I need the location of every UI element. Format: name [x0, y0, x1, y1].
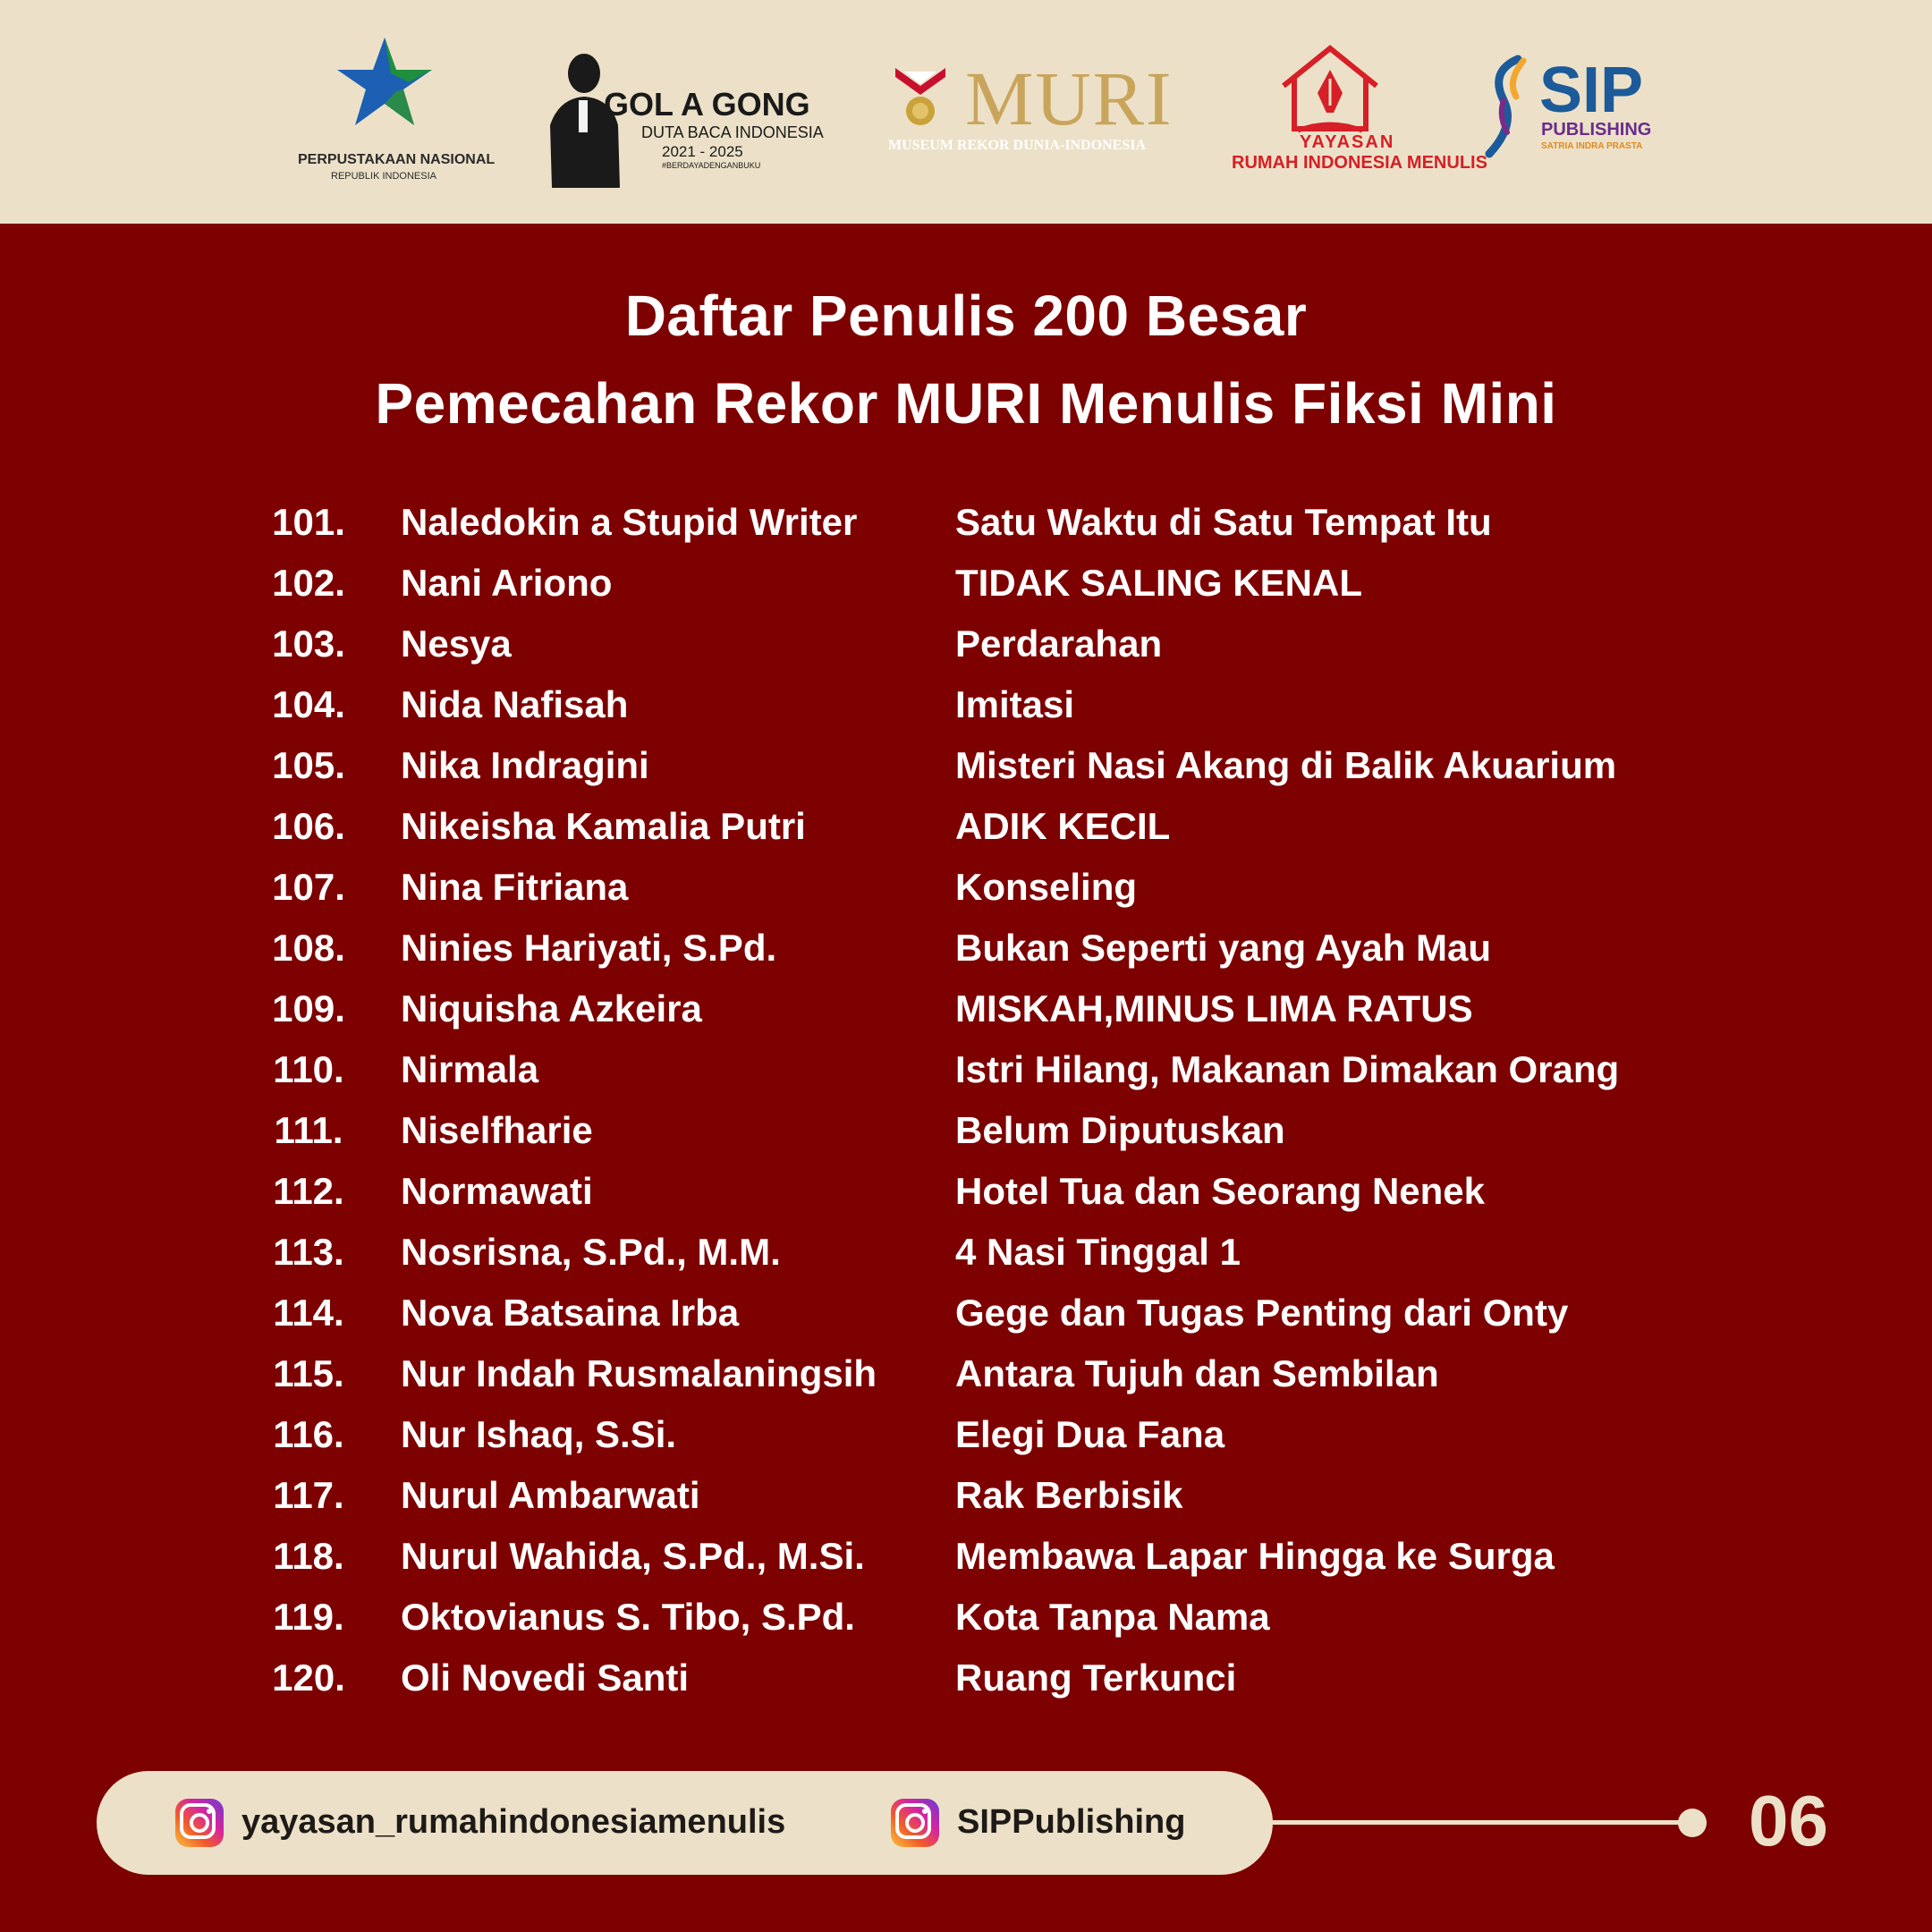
list-item: [0, 1109, 1932, 1170]
writer-name: Naledokin a Stupid Writer: [401, 501, 858, 543]
logo-caption: MUSEUM REKOR DUNIA-INDONESIA: [888, 138, 1147, 153]
logo-caption: DUTA BACA INDONESIA: [641, 123, 824, 141]
writer-name: Nosrisna, S.Pd., M.M.: [401, 1231, 781, 1273]
work-title: Hotel Tua dan Seorang Nenek: [955, 1170, 1485, 1212]
list-item: [0, 927, 1932, 987]
writer-name: Nika Indragini: [401, 744, 649, 786]
logo-caption: REPUBLIK INDONESIA: [331, 171, 436, 182]
list-item: [0, 1413, 1932, 1474]
list-item: [0, 623, 1932, 683]
entry-number: 102.: [272, 562, 345, 604]
gol-a-gong-logo: [541, 27, 824, 197]
list-item: [0, 1048, 1932, 1109]
social-links-bar: [97, 1771, 1273, 1875]
work-title: ADIK KECIL: [955, 805, 1171, 847]
work-title: Belum Diputuskan: [955, 1109, 1285, 1151]
entry-number: 106.: [272, 805, 345, 847]
entry-number: 107.: [272, 866, 345, 908]
work-title: Imitasi: [955, 683, 1075, 725]
writer-name: Nani Ariono: [401, 562, 613, 604]
writer-name: Nikeisha Kamalia Putri: [401, 805, 806, 847]
entry-number: 115.: [273, 1352, 344, 1394]
logo-caption: RUMAH INDONESIA MENULIS: [1232, 153, 1487, 173]
entry-number: 112.: [273, 1170, 344, 1212]
list-item: [0, 501, 1932, 562]
list-item: [0, 744, 1932, 805]
logo-caption: YAYASAN: [1300, 132, 1395, 152]
writer-name: Niselfharie: [401, 1109, 593, 1151]
entry-number: 120.: [272, 1657, 345, 1699]
writer-name: Oli Novedi Santi: [401, 1657, 690, 1699]
entry-number: 111.: [274, 1109, 343, 1151]
entry-number: 105.: [272, 744, 345, 786]
logo-caption: PERPUSTAKAAN NASIONAL: [298, 152, 496, 167]
page-indicator-dot: [1678, 1809, 1707, 1837]
logo-caption: GOL A GONG: [604, 86, 810, 123]
entry-number: 118.: [273, 1535, 344, 1577]
sip-publishing-logo: [1480, 27, 1650, 197]
writer-name: Ninies Hariyati, S.Pd.: [401, 927, 777, 969]
house-pen-icon: [1276, 43, 1384, 141]
writer-name: Nesya: [401, 623, 512, 665]
star-emblem-icon: [291, 27, 479, 143]
page-title-line-2: Pemecahan Rekor MURI Menulis Fiksi Mini: [375, 371, 1557, 436]
page-number: 06: [1749, 1781, 1828, 1860]
entry-number: 109.: [272, 987, 345, 1030]
logo-caption: 2021 - 2025: [662, 143, 743, 160]
page-title-line-1: Daftar Penulis 200 Besar: [624, 284, 1308, 348]
list-item: [0, 1352, 1932, 1413]
perpustakaan-nasional-logo: [291, 27, 496, 197]
entry-number: 110.: [273, 1048, 344, 1090]
work-title: Misteri Nasi Akang di Balik Akuarium: [955, 744, 1617, 786]
list-item: [0, 562, 1932, 623]
work-title: Istri Hilang, Makanan Dimakan Orang: [955, 1048, 1620, 1090]
medal-icon: [892, 64, 949, 136]
entry-number: 101.: [272, 501, 345, 543]
rumah-indonesia-menulis-logo: [1230, 27, 1487, 197]
work-title: Konseling: [955, 866, 1138, 908]
writer-name: Nida Nafisah: [401, 683, 629, 725]
list-item: [0, 1535, 1932, 1596]
work-title: 4 Nasi Tinggal 1: [955, 1231, 1241, 1273]
list-item: [0, 1596, 1932, 1657]
list-item: [0, 683, 1932, 744]
writer-name: Nurul Wahida, S.Pd., M.Si.: [401, 1535, 865, 1577]
entry-number: 104.: [272, 683, 345, 725]
writer-name: Nina Fitriana: [401, 866, 629, 908]
logo-caption: PUBLISHING: [1541, 120, 1652, 140]
work-title: Antara Tujuh dan Sembilan: [955, 1352, 1439, 1394]
work-title: Kota Tanpa Nama: [955, 1596, 1270, 1638]
writer-name: Nova Batsaina Irba: [401, 1292, 740, 1334]
instagram-handle-sip[interactable]: SIPPublishing: [957, 1803, 1186, 1841]
work-title: Satu Waktu di Satu Tempat Itu: [955, 501, 1492, 543]
work-title: Rak Berbisik: [955, 1474, 1183, 1516]
list-item: [0, 987, 1932, 1048]
list-item: [0, 1170, 1932, 1231]
work-title: Bukan Seperti yang Ayah Mau: [955, 927, 1492, 969]
writer-name: Normawati: [401, 1170, 593, 1212]
logo-caption: MURI: [965, 55, 1174, 141]
list-item: [0, 805, 1932, 866]
entry-number: 114.: [273, 1292, 344, 1334]
work-title: Ruang Terkunci: [955, 1657, 1237, 1699]
entry-number: 117.: [273, 1474, 344, 1516]
writer-name: Nur Indah Rusmalaningsih: [401, 1352, 877, 1394]
entry-number: 103.: [272, 623, 345, 665]
logo-caption: SATRIA INDRA PRASTA: [1541, 141, 1643, 151]
writer-name: Nurul Ambarwati: [401, 1474, 700, 1516]
instagram-icon[interactable]: [891, 1799, 939, 1847]
writer-name: Nur Ishaq, S.Si.: [401, 1413, 677, 1455]
writer-name: Nirmala: [401, 1048, 539, 1090]
work-title: Gege dan Tugas Penting dari Onty: [955, 1292, 1569, 1334]
instagram-handle-rim[interactable]: yayasan_rumahindonesiamenulis: [242, 1803, 786, 1841]
s-swirl-icon: [1480, 54, 1534, 161]
entry-number: 119.: [273, 1596, 344, 1638]
logo-caption: #BERDAYADENGANBUKU: [662, 161, 761, 170]
list-item: [0, 1231, 1932, 1292]
logo-caption: SIP: [1539, 55, 1644, 126]
entry-number: 113.: [273, 1231, 344, 1273]
header-logo-bar: [0, 0, 1932, 224]
work-title: TIDAK SALING KENAL: [955, 562, 1362, 604]
work-title: MISKAH,MINUS LIMA RATUS: [955, 987, 1473, 1030]
muri-logo: [888, 27, 1174, 197]
list-item: [0, 1292, 1932, 1352]
work-title: Perdarahan: [955, 623, 1163, 665]
list-item: [0, 866, 1932, 927]
work-title: Elegi Dua Fana: [955, 1413, 1225, 1455]
work-title: Membawa Lapar Hingga ke Surga: [955, 1535, 1555, 1577]
list-item: [0, 1657, 1932, 1717]
entry-number: 108.: [272, 927, 345, 969]
page-indicator-line: [1273, 1820, 1693, 1825]
list-item: [0, 1474, 1932, 1535]
instagram-icon[interactable]: [175, 1799, 224, 1847]
entry-number: 116.: [273, 1413, 344, 1455]
writer-name: Oktovianus S. Tibo, S.Pd.: [401, 1596, 855, 1638]
writer-name: Niquisha Azkeira: [401, 987, 702, 1030]
